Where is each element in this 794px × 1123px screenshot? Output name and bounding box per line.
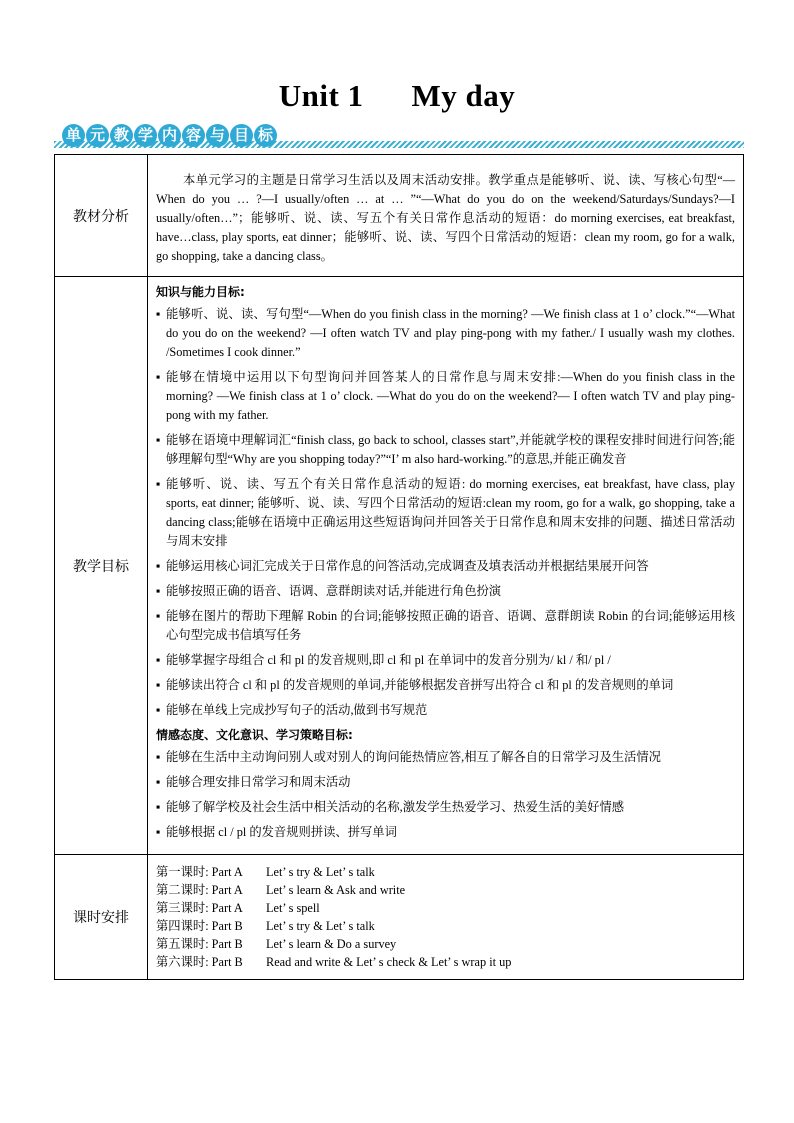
bullet-icon: ▪ (156, 750, 161, 764)
goal-item-text: 能够听、说、读、写五个有关日常作息活动的短语: do morning exercises, eat breakfast, have class, play sports, eat dinner; 能够听、说、读、写四个日常活动的短语:clean my room, go for a walk, go shopping, take a dancing class;能够在语境中正确运用这些短语询问并回答关于日常作息和周末安排的问题、描述日常活动与周末安排 (166, 477, 735, 548)
page-title (0, 78, 794, 114)
schedule-item (156, 899, 735, 917)
goal-item (156, 676, 735, 695)
bullet-icon: ▪ (156, 559, 161, 573)
section-header-char: 单 (62, 124, 85, 147)
bullet-icon: ▪ (156, 433, 161, 447)
bullet-icon: ▪ (156, 307, 161, 321)
goal-item (156, 748, 735, 767)
goal-item (156, 368, 735, 425)
schedule-item (156, 953, 735, 971)
section-header-char: 内 (158, 124, 181, 147)
goal-item (156, 798, 735, 817)
knowledge-goals-title: 知识与能力目标: (156, 285, 245, 299)
unit-number: Unit 1 (278, 78, 364, 113)
bullet-icon: ▪ (156, 800, 161, 814)
goals-cell (148, 277, 744, 855)
bullet-icon: ▪ (156, 775, 161, 789)
schedule-lesson: 第二课时: Part A (156, 883, 243, 897)
schedule-lesson: 第六课时: Part B (156, 955, 243, 969)
bullet-icon: ▪ (156, 653, 161, 667)
goal-item-text: 能够在情境中运用以下句型询问并回答某人的日常作息与周末安排:—When do you finish class in the morning? —We finish class at 1 o’ clock. —What do you do on the weekend?— I often watch TV and play ping-pong with my father. (166, 370, 735, 422)
schedule-content: Let’ s learn & Do a survey (266, 937, 397, 951)
goal-item (156, 582, 735, 601)
goal-item (156, 475, 735, 551)
section-header-char: 容 (182, 124, 205, 147)
goal-item-text: 能够在生活中主动询问别人或对别人的询问能热情应答,相互了解各自的日常学习及生活情况 (166, 750, 661, 764)
schedule-content: Read and write & Let’ s check & Let’ s wrap it up (266, 955, 512, 969)
schedule-lesson: 第四课时: Part B (156, 919, 243, 933)
goal-item-text: 能够掌握字母组合 cl 和 pl 的发音规则,即 cl 和 pl 在单词中的发音分别为/ kl / 和/ pl / (166, 653, 611, 667)
bullet-icon: ▪ (156, 477, 161, 491)
knowledge-goals-list (156, 305, 735, 720)
unit-plan-table (54, 154, 744, 980)
analysis-row (55, 155, 744, 277)
goals-label: 教学目标 (55, 277, 148, 855)
schedule-item (156, 935, 735, 953)
goal-item-text: 能够根据 cl / pl 的发音规则拼读、拼写单词 (166, 825, 397, 839)
schedule-label: 课时安排 (55, 855, 148, 980)
goal-item (156, 773, 735, 792)
bullet-icon: ▪ (156, 703, 161, 717)
section-header-char: 标 (254, 124, 277, 147)
schedule-cell (148, 855, 744, 980)
section-header-char: 与 (206, 124, 229, 147)
section-header-char: 目 (230, 124, 253, 147)
schedule-lesson: 第五课时: Part B (156, 937, 243, 951)
schedule-item (156, 917, 735, 935)
analysis-text: 本单元学习的主题是日常学习生活以及周末活动安排。教学重点是能够听、说、读、写核心句型“—When do you … ?—I usually/often … at … ”“—What do you do on the weekend/Saturdays/Sundays?—I usually/often…”；能够听、说、读、写五个有关日常作息活动的短语：do morning exercises, eat breakfast, have…class, play sports, eat dinner；能够听、说、读、写四个日常活动的短语：clean my room, go for a walk, go shopping, take a dancing class。 (156, 173, 735, 263)
analysis-cell (148, 155, 744, 277)
goal-item (156, 701, 735, 720)
schedule-content: Let’ s learn & Ask and write (266, 883, 406, 897)
schedule-content: Let’ s try & Let’ s talk (266, 865, 375, 879)
section-header-char: 学 (134, 124, 157, 147)
section-header (54, 124, 744, 150)
goal-item (156, 431, 735, 469)
schedule-content: Let’ s spell (266, 901, 320, 915)
unit-name: My day (411, 78, 516, 113)
goal-item-text: 能够在单线上完成抄写句子的活动,做到书写规范 (166, 703, 428, 717)
goal-item-text: 能够按照正确的语音、语调、意群朗读对话,并能进行角色扮演 (166, 584, 502, 598)
schedule-item (156, 881, 735, 899)
goal-item (156, 557, 735, 576)
schedule-content: Let’ s try & Let’ s talk (266, 919, 375, 933)
goal-item-text: 能够读出符合 cl 和 pl 的发音规则的单词,并能够根据发音拼写出符合 cl 和 pl 的发音规则的单词 (166, 678, 674, 692)
goal-item-text: 能够运用核心词汇完成关于日常作息的问答活动,完成调查及填表活动并根据结果展开问答 (166, 559, 649, 573)
analysis-label: 教材分析 (55, 155, 148, 277)
section-header-char: 元 (86, 124, 109, 147)
goal-item-text: 能够听、说、读、写句型“—When do you finish class in the morning? —We finish class at 1 o’ clock.”“—What do you do on the weekend? —I often watch TV and play ping-pong with my father./ I usually wash my clothes. /Sometimes I cook dinner.” (166, 307, 735, 359)
schedule-lesson: 第三课时: Part A (156, 901, 243, 915)
goal-item-text: 能够在语境中理解词汇“finish class, go back to school, classes start”,并能就学校的课程安排时间进行问答;能够理解句型“Why are you shopping today?”“I’ m also hard-working.”的意思,并能正确发音 (166, 433, 735, 466)
schedule-item (156, 863, 735, 881)
schedule-row (55, 855, 744, 980)
goal-item-text: 能够了解学校及社会生活中相关活动的名称,激发学生热爱学习、热爱生活的美好情感 (166, 800, 625, 814)
goal-item-text: 能够在图片的帮助下理解 Robin 的台词;能够按照正确的语音、语调、意群朗读 Robin 的台词;能够运用核心句型完成书信填写任务 (166, 609, 735, 642)
emotion-goals-list (156, 748, 735, 842)
goal-item-text: 能够合理安排日常学习和周末活动 (166, 775, 351, 789)
bullet-icon: ▪ (156, 825, 161, 839)
bullet-icon: ▪ (156, 370, 161, 384)
goal-item (156, 305, 735, 362)
goal-item (156, 823, 735, 842)
emotion-goals-title: 情感态度、文化意识、学习策略目标: (156, 728, 353, 742)
section-header-title (62, 124, 277, 147)
bullet-icon: ▪ (156, 609, 161, 623)
goals-row (55, 277, 744, 855)
schedule-list (148, 855, 743, 977)
schedule-lesson: 第一课时: Part A (156, 865, 243, 879)
goal-item (156, 607, 735, 645)
section-header-char: 教 (110, 124, 133, 147)
bullet-icon: ▪ (156, 584, 161, 598)
bullet-icon: ▪ (156, 678, 161, 692)
goal-item (156, 651, 735, 670)
